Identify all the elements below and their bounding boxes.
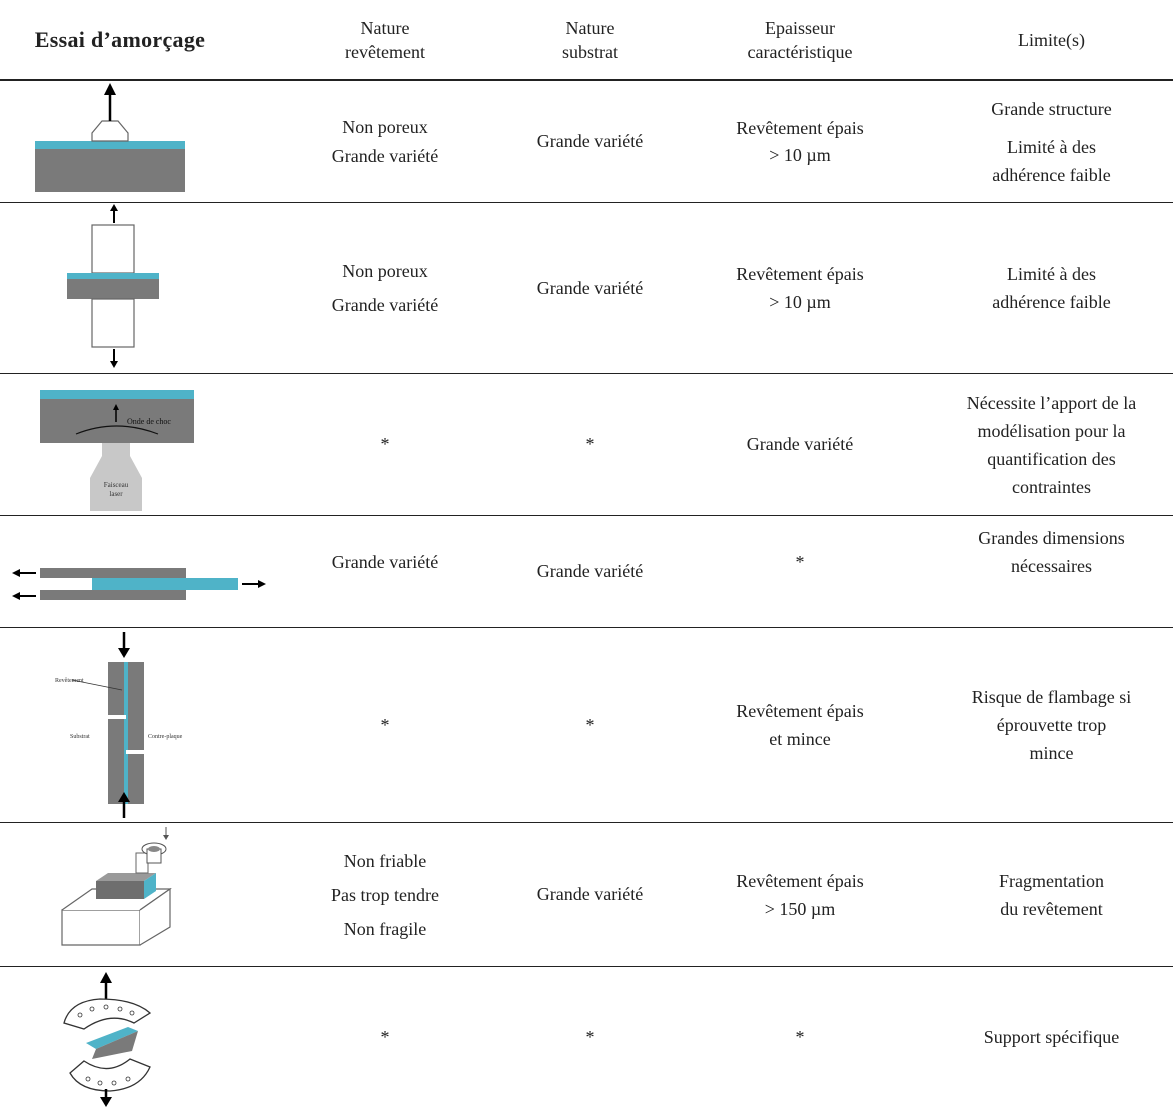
cell-line: Non poreux <box>342 116 428 137</box>
cell-line: Grande variété <box>331 295 439 315</box>
upper-substrate <box>40 568 186 578</box>
coating-cell <box>290 967 480 1108</box>
cell-line: Risque de flambage si <box>971 687 1132 707</box>
cell-line: Grandes dimensions <box>978 528 1125 548</box>
cell-line: quantification des <box>987 448 1116 469</box>
cell-line: éprouvette trop <box>996 715 1107 735</box>
dolly-shape <box>92 121 128 141</box>
lower-substrate <box>40 590 186 600</box>
cell-line: * <box>380 434 390 454</box>
cell-line: Pas trop tendre <box>331 884 439 905</box>
substrate-label: Substrat <box>70 734 90 740</box>
cell-line: Grande variété <box>536 277 644 298</box>
pull-off-test-figure <box>0 81 290 202</box>
cell-line: Grande variété <box>536 131 644 151</box>
coating-layer <box>92 578 238 590</box>
limits-cell <box>930 628 1173 822</box>
limits-cell <box>930 516 1173 627</box>
substrate-cell <box>495 203 685 373</box>
thickness-cell <box>700 374 900 515</box>
counter-plate-bar <box>128 662 144 804</box>
cell-line: nécessaires <box>1011 556 1092 576</box>
cell-line: modélisation pour la <box>977 420 1126 441</box>
cell-line: * <box>380 714 390 735</box>
limits-cell <box>930 967 1173 1108</box>
substrate-cell <box>495 81 685 202</box>
cell-line: Fragmentation <box>999 870 1104 891</box>
cell-line: adhérence faible <box>992 292 1111 312</box>
coating-layer <box>40 390 194 399</box>
specific-support-figure <box>0 967 290 1108</box>
cell-line: et mince <box>769 729 831 749</box>
compression-test-figure <box>0 628 290 822</box>
thickness-cell <box>700 516 900 627</box>
coating-layer <box>35 141 185 149</box>
cell-line: adhérence faible <box>992 164 1111 185</box>
table-row <box>0 967 1173 1108</box>
laser-shock-figure <box>0 374 290 515</box>
coating-cell <box>290 823 480 966</box>
cell-line: > 150 µm <box>764 898 836 919</box>
thickness-cell <box>700 628 900 822</box>
limits-cell <box>930 203 1173 373</box>
upper-grip <box>92 225 134 273</box>
coating-label: Revêtement <box>55 678 84 684</box>
limits-cell <box>930 823 1173 966</box>
indentation-test-figure <box>0 823 290 966</box>
cell-line: Limité à des <box>1007 136 1096 157</box>
cell-line: mince <box>1029 743 1074 763</box>
upper-jaw <box>64 999 150 1029</box>
cell-line: * <box>585 714 595 735</box>
substrate-block <box>35 148 185 192</box>
table-row <box>0 823 1173 966</box>
column-header-coating <box>290 0 480 80</box>
table-row <box>0 516 1173 627</box>
thickness-cell <box>700 81 900 202</box>
lower-jaw <box>70 1059 150 1091</box>
header-line: Limite(s) <box>1018 30 1085 50</box>
lap-shear-figure <box>0 516 290 627</box>
table-row <box>0 374 1173 515</box>
cell-line: du revêtement <box>1000 898 1103 919</box>
notch <box>106 715 126 719</box>
laser-label: Faisceau <box>103 481 129 489</box>
counter-plate-label: Contre-plaque <box>148 734 183 740</box>
cell-line: Support spécifique <box>983 1027 1120 1047</box>
cell-line: Non fragile <box>343 918 427 939</box>
cell-line: Revêtement épais <box>736 117 864 138</box>
column-header-limits <box>930 0 1173 80</box>
table-row <box>0 628 1173 822</box>
header-line: Epaisseur <box>765 18 835 38</box>
cell-line: Grande variété <box>331 145 439 166</box>
column-header-thickness <box>700 0 900 80</box>
coating-cell <box>290 203 480 373</box>
cell-line: * <box>585 1027 595 1047</box>
cell-line: Non friable <box>343 850 427 871</box>
substrate-cell <box>495 374 685 515</box>
cell-line: * <box>380 1027 390 1047</box>
substrate-cell <box>495 967 685 1108</box>
coating-cell <box>290 374 480 515</box>
table-title: Essai d’amorçage <box>34 27 206 52</box>
cell-line: > 10 µm <box>769 144 831 165</box>
table-row <box>0 203 1173 373</box>
coating-strip <box>124 662 128 804</box>
substrate-cell <box>495 516 685 627</box>
cell-line: Grande variété <box>746 434 854 454</box>
thickness-cell <box>700 823 900 966</box>
cell-line: Grande variété <box>536 884 644 904</box>
substrate-bar <box>108 662 124 804</box>
header-line: caractéristique <box>747 42 853 62</box>
coating-cell <box>290 628 480 822</box>
header-line: Nature <box>360 18 410 38</box>
cell-line: Grande variété <box>331 552 439 572</box>
lower-grip <box>92 299 134 347</box>
tensile-test-figure <box>0 203 290 373</box>
cell-line: Grande structure <box>991 98 1112 119</box>
limits-cell <box>930 81 1173 202</box>
shock-wave-label: Onde de choc <box>127 417 171 426</box>
table-row <box>0 81 1173 202</box>
column-header-substrate <box>495 0 685 80</box>
header-line: revêtement <box>345 42 425 62</box>
limits-cell <box>930 374 1173 515</box>
cell-line: > 10 µm <box>769 292 831 312</box>
coating-layer <box>67 273 159 279</box>
cell-line: Grande variété <box>536 561 644 581</box>
header-line: Nature <box>565 18 615 38</box>
coating-cell <box>290 81 480 202</box>
cell-line: Limité à des <box>1007 264 1096 284</box>
cell-line: Non poreux <box>342 261 428 281</box>
notch <box>126 750 146 754</box>
laser-label: laser <box>109 490 123 498</box>
arrow-head-icon <box>104 83 116 95</box>
laser-beam-shape <box>90 443 142 511</box>
substrate-cell <box>495 823 685 966</box>
cell-line: contraintes <box>1012 476 1091 497</box>
cell-line: Revêtement épais <box>736 701 864 721</box>
cell-line: Nécessite l’apport de la <box>966 392 1137 413</box>
substrate-block <box>67 279 159 299</box>
indenter-column <box>136 853 148 873</box>
substrate-cell <box>495 628 685 822</box>
cell-line: * <box>585 434 595 454</box>
specimen-block <box>96 881 144 899</box>
cell-line: * <box>795 552 805 572</box>
coating-cell <box>290 516 480 627</box>
cell-line: Revêtement épais <box>736 870 864 891</box>
cell-line: * <box>795 1027 805 1047</box>
column-header-test <box>0 0 240 80</box>
thickness-cell <box>700 967 900 1108</box>
header-line: substrat <box>562 42 618 62</box>
table-header <box>0 0 1173 80</box>
thickness-cell <box>700 203 900 373</box>
cell-line: Revêtement épais <box>736 264 864 284</box>
